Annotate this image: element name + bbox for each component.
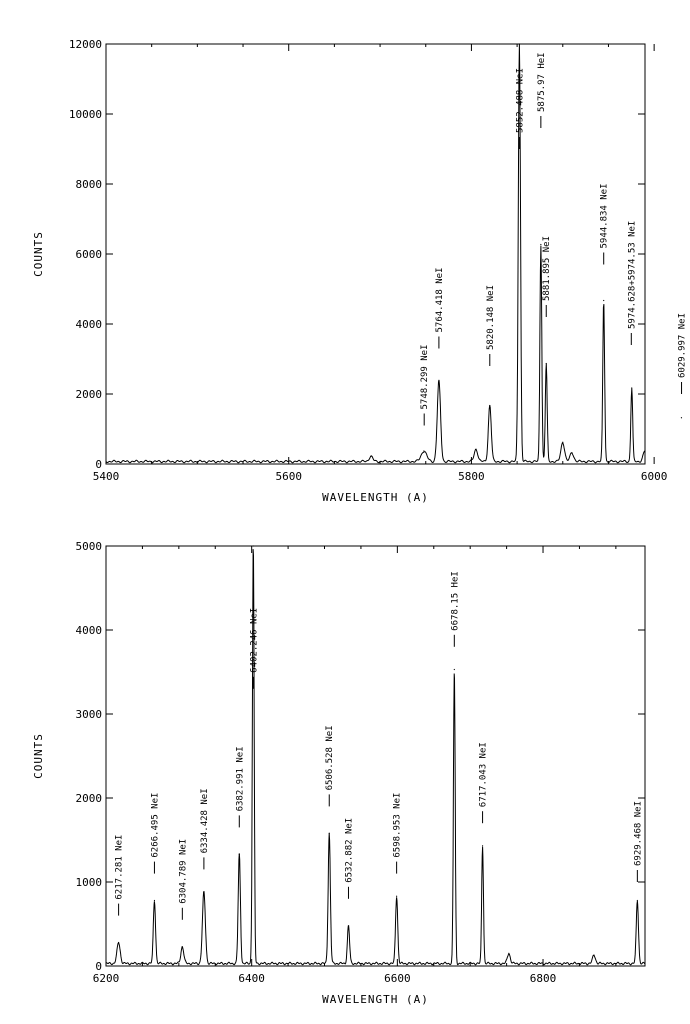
panel2-annotation-label: 6506.528 NeI bbox=[325, 725, 336, 791]
panel1-peak-point bbox=[631, 387, 632, 388]
panel1-annotation-label: 5764.418 NeI bbox=[434, 267, 445, 333]
panel2-x-tick-label: 6400 bbox=[238, 972, 265, 985]
panel2-x-tick-label: 6200 bbox=[92, 972, 120, 985]
panel2-x-tick-label: 6800 bbox=[529, 972, 557, 985]
panel2-annotation-label: 6304.789 NeI bbox=[178, 838, 189, 904]
panel2-annotation-label: 6678.15 HeI bbox=[450, 571, 461, 631]
panel1-x-axis-label: WAVELENGTH (A) bbox=[322, 491, 429, 504]
panel1-y-tick-label: 8000 bbox=[75, 178, 102, 191]
panel1-annotation-label: 5748.299 NeI bbox=[420, 344, 431, 410]
panel1-y-tick-label: 10000 bbox=[68, 108, 102, 121]
panel2-y-axis-label: COUNTS bbox=[32, 733, 45, 779]
panel1-x-tick-label: 6000 bbox=[640, 470, 668, 483]
panel2-y-tick-label: 1000 bbox=[75, 876, 102, 889]
panel1-y-tick-label: 0 bbox=[95, 458, 102, 471]
panel1-y-tick-label: 6000 bbox=[75, 248, 102, 261]
panel2-annotation-label: 6717.043 NeI bbox=[478, 742, 489, 808]
panel2-peak-point bbox=[253, 545, 254, 546]
panel1-peak-point bbox=[644, 450, 645, 451]
panel1-annotation-label: 5944.834 NeI bbox=[599, 183, 610, 249]
panel1-peak-point bbox=[681, 417, 682, 418]
panel1-y-tick-label: 4000 bbox=[75, 318, 102, 331]
panel1-peak-point bbox=[519, 43, 520, 44]
panel1-y-tick-label: 2000 bbox=[75, 388, 102, 401]
panel2-annotation-label: 6532.882 NeI bbox=[344, 817, 355, 883]
panel2-peak-point bbox=[482, 845, 483, 846]
panel1-peak-point bbox=[546, 363, 547, 364]
panel1-peak-point bbox=[423, 450, 424, 451]
panel1-x-tick-label: 5400 bbox=[92, 470, 120, 483]
panel2-x-axis-label: WAVELENGTH (A) bbox=[322, 993, 429, 1006]
panel1-x-tick-label: 5600 bbox=[275, 470, 302, 483]
panel2-y-tick-label: 2000 bbox=[75, 792, 102, 805]
panel1-peak-point bbox=[603, 300, 604, 301]
panel2-peak-point bbox=[154, 900, 155, 901]
panel1-annotation-label: 5974.628+5974.53 NeI bbox=[627, 220, 638, 329]
panel2-peak-point bbox=[593, 954, 594, 955]
panel1-peak-point bbox=[562, 442, 563, 443]
panel2-peak-point bbox=[329, 833, 330, 834]
panel2-annotation-label: 6402.246 NeI bbox=[249, 607, 260, 673]
panel1-frame bbox=[106, 44, 645, 464]
panel1-annotation-label: 5820.148 NeI bbox=[485, 284, 496, 350]
panel1-y-tick-label: 12000 bbox=[68, 38, 102, 51]
panel2-peak-point bbox=[637, 900, 638, 901]
panel1-annotation-label: 5881.895 NeI bbox=[542, 235, 553, 301]
panel1-x-tick-label: 5800 bbox=[458, 470, 485, 483]
panel2-annotation-label: 6334.428 NeI bbox=[199, 788, 210, 854]
panel1-peak-point bbox=[489, 405, 490, 406]
panel1-y-axis-label: COUNTS bbox=[32, 231, 45, 277]
panel2-annotation-label: 6382.991 NeI bbox=[235, 746, 246, 812]
panel2-y-tick-label: 5000 bbox=[75, 540, 102, 553]
panel2-peak-point bbox=[239, 854, 240, 855]
panel1-annotation-label: 6029.997 NeI bbox=[677, 312, 688, 378]
panel2-peak-point bbox=[454, 669, 455, 670]
panel2-peak-point bbox=[118, 942, 119, 943]
panel2-peak-point bbox=[396, 896, 397, 897]
panel2-y-tick-label: 4000 bbox=[75, 624, 102, 637]
panel2-y-tick-label: 3000 bbox=[75, 708, 102, 721]
panel2-peak-point bbox=[203, 891, 204, 892]
panel2-annotation-label: 6266.495 NeI bbox=[150, 792, 161, 858]
panel1-peak-point bbox=[571, 452, 572, 453]
panel1-peak-point bbox=[370, 456, 371, 457]
panel1-annotation-label: 5852.488 NeI bbox=[515, 67, 526, 133]
panel2-annotation-label: 6217.281 NeI bbox=[114, 834, 125, 900]
panel2-peak-point bbox=[508, 953, 509, 954]
panel1-spectrum-line bbox=[106, 44, 645, 463]
panel2-peak-point bbox=[182, 946, 183, 947]
panel1-peak-point bbox=[475, 449, 476, 450]
panel2-annotation-label: 6929.468 NeI bbox=[633, 800, 644, 866]
panel1-annotation-label: 5875.97 HeI bbox=[536, 52, 547, 112]
panel2-annotation-label: 6598.953 NeI bbox=[392, 792, 403, 858]
panel2-peak-point bbox=[348, 925, 349, 926]
panel2-y-tick-label: 0 bbox=[95, 960, 102, 973]
panel1-peak-point bbox=[438, 380, 439, 381]
panel2-x-tick-label: 6600 bbox=[384, 972, 411, 985]
